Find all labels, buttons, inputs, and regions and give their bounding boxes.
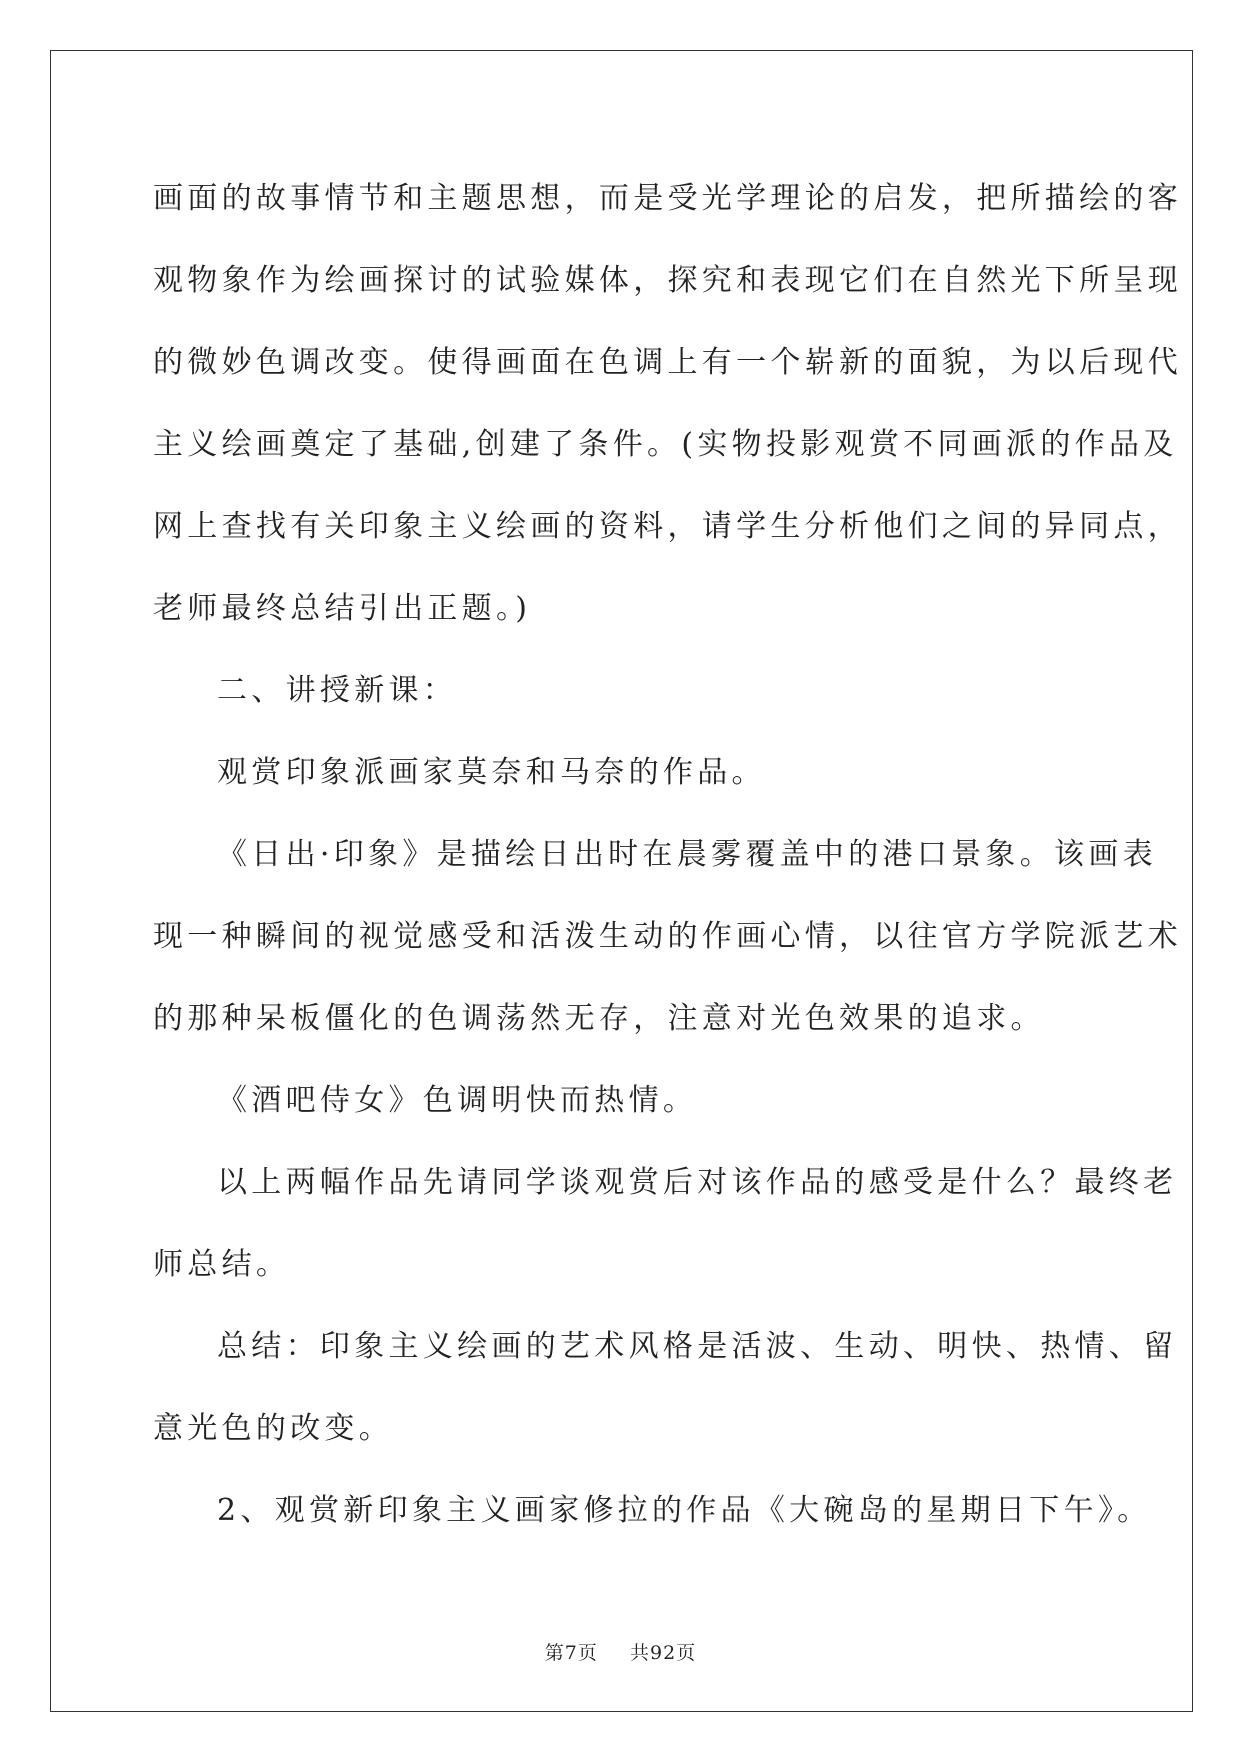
paragraph-line: 以上两幅作品先请同学谈观赏后对该作品的感受是什么？最终老	[217, 1165, 1178, 1200]
paragraph-line: 现一种瞬间的视觉感受和活泼生动的作画心情，以往官方学院派艺术	[153, 919, 1182, 954]
paragraph-line: 2、观赏新印象主义画家修拉的作品《大碗岛的星期日下午》。	[217, 1493, 1152, 1528]
paragraph-line: 意光色的改变。	[153, 1411, 394, 1446]
paragraph-line: 的微妙色调改变。使得画面在色调上有一个崭新的面貌，为以后现代	[153, 345, 1182, 380]
page-total: 共92页	[630, 1642, 697, 1664]
paragraph-line: 总结：印象主义绘画的艺术风格是活波、生动、明快、热情、留	[217, 1329, 1178, 1364]
paragraph-line: 主义绘画奠定了基础,创建了条件。(实物投影观赏不同画派的作品及	[153, 427, 1178, 462]
paragraph-line: 《日出·印象》是描绘日出时在晨雾覆盖中的港口景象。该画表	[217, 837, 1157, 872]
page-footer	[0, 1638, 1241, 1665]
paragraph-line: 师总结。	[153, 1247, 291, 1282]
paragraph-line: 观赏印象派画家莫奈和马奈的作品。	[217, 755, 766, 790]
section-heading: 二、讲授新课：	[217, 673, 458, 708]
paragraph-line: 观物象作为绘画探讨的试验媒体，探究和表现它们在自然光下所呈现	[153, 263, 1182, 298]
document-body	[153, 158, 1182, 1552]
page-number: 第7页	[544, 1642, 598, 1664]
paragraph-line: 网上查找有关印象主义绘画的资料，请学生分析他们之间的异同点，	[153, 509, 1182, 544]
paragraph-line: 《酒吧侍女》色调明快而热情。	[217, 1083, 698, 1118]
paragraph-line: 画面的故事情节和主题思想，而是受光学理论的启发，把所描绘的客	[153, 181, 1182, 216]
paragraph-line: 老师最终总结引出正题。)	[153, 591, 532, 626]
paragraph-line: 的那种呆板僵化的色调荡然无存，注意对光色效果的追求。	[153, 1001, 1045, 1036]
